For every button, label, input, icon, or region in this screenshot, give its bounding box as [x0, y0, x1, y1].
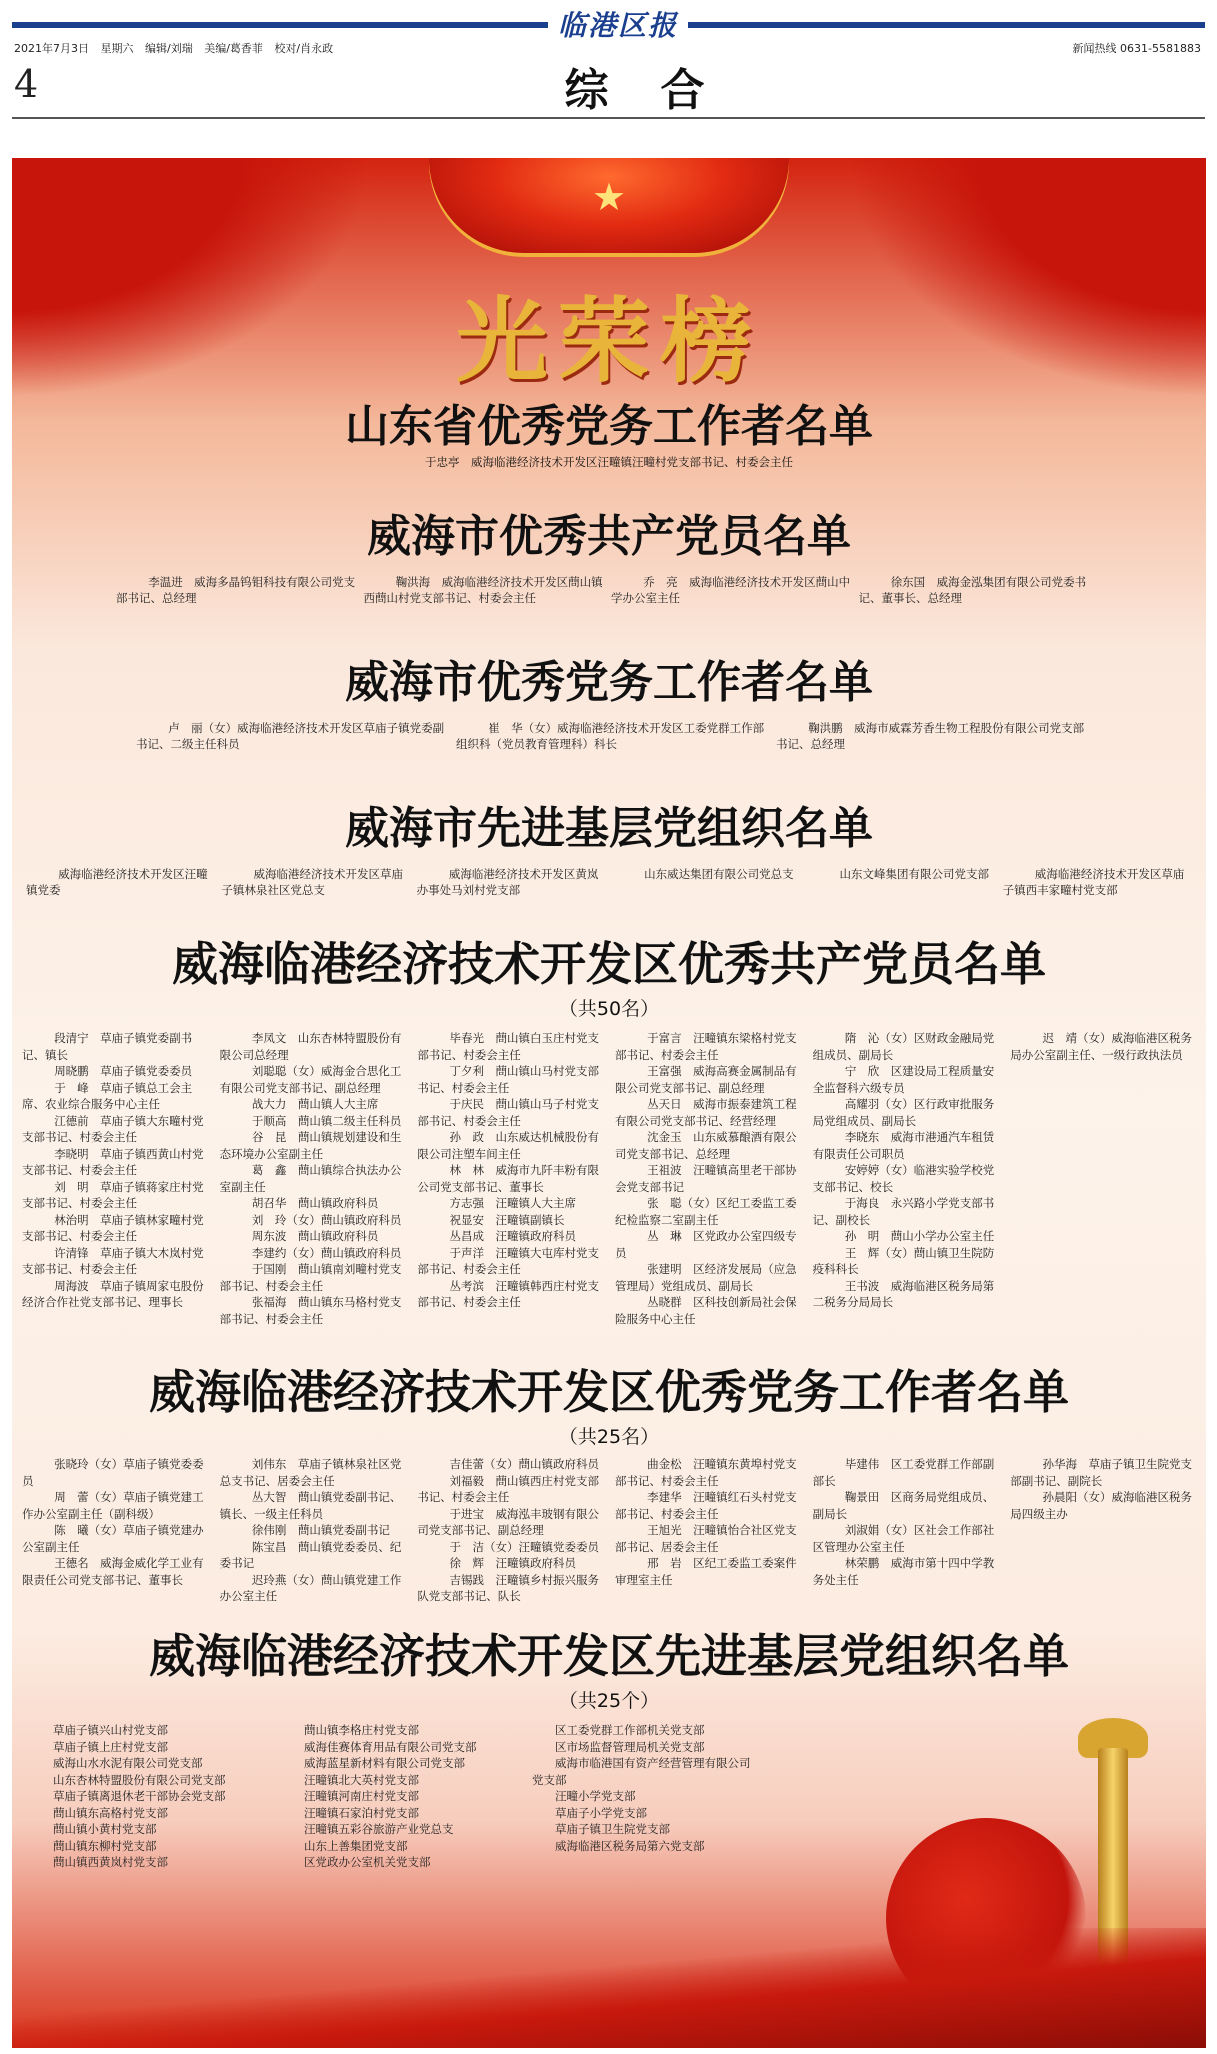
list-entry: 鞠洪鹏 威海市威霖芳香生物工程股份有限公司党支部书记、总经理	[776, 721, 1085, 751]
editor-credit: 编辑/刘瑞	[145, 42, 193, 55]
list-entry: 王 辉（女）蔄山镇卫生院防疫科科长	[812, 1245, 995, 1276]
star-icon: ★	[591, 175, 627, 219]
list-entry: 于 峰 草庙子镇总工会主席、农业综合服务中心主任	[22, 1080, 193, 1111]
list-entry: 周海波 草庙子镇周家屯股份经济合作社党支部书记、理事长	[22, 1278, 204, 1309]
list-entry: 区工委党群工作部机关党支部	[555, 1723, 705, 1737]
list-entry: 蔄山镇东柳村党支部	[53, 1838, 157, 1853]
list-entry: 徐伟刚 蔄山镇党委副书记	[251, 1523, 390, 1537]
list-entry: 林 林 威海市九阡丰粉有限公司党支部书记、董事长	[417, 1163, 599, 1194]
list-entry: 李温进 威海多晶钨钼科技有限公司党支部书记、总经理	[116, 575, 356, 605]
list-entry: 葛 鑫 蔄山镇综合执法办公室副主任	[219, 1163, 402, 1194]
list-entry: 卢 丽（女）威海临港经济技术开发区草庙子镇党委副书记、二级主任科员	[136, 721, 445, 751]
list-title-zone-orgs: 威海临港经济技术开发区先进基层党组织名单	[149, 1629, 1069, 1683]
list-entry: 威海临港经济技术开发区汪疃镇党委	[26, 867, 208, 897]
list-entry: 山东上善集团党支部	[304, 1838, 408, 1853]
list-entry: 汪疃小学党支部	[555, 1789, 636, 1803]
list-entry: 山东文峰集团有限公司党支部	[839, 867, 990, 881]
list-entry: 孙 政 山东威达机械股份有限公司注塑车间主任	[417, 1130, 599, 1161]
list-entry: 汪疃镇北大英村党支部	[304, 1772, 419, 1787]
list-entry: 威海市临港国有资产经营管理有限公司党支部	[532, 1756, 751, 1787]
list-entry: 刘淑娟（女）区社会工作部社区管理办公室主任	[812, 1523, 995, 1554]
masthead-bottom-rule	[12, 117, 1205, 119]
list-entry: 安婷婷（女）临港实验学校党支部书记、校长	[812, 1163, 995, 1194]
list-entry: 蔄山镇李格庄村党支部	[304, 1723, 419, 1737]
list-entry: 威海临港经济技术开发区草庙子镇林泉社区党总支	[221, 867, 404, 897]
list-entry: 丛昌成 汪疃镇政府科员	[449, 1229, 576, 1243]
list-entry: 蔄山镇东高格村党支部	[53, 1805, 168, 1820]
list-entry: 威海蓝星新材料有限公司党支部	[304, 1756, 465, 1770]
list-entry: 于国刚 蔄山镇南刘疃村党支部书记、村委会主任	[219, 1262, 402, 1293]
list-entry: 吉锡践 汪疃镇乡村振兴服务队党支部书记、队长	[417, 1572, 599, 1603]
list-entry: 山东杏林特盟股份有限公司党支部	[53, 1772, 226, 1787]
list-entry: 威海临港经济技术开发区黄岚办事处马刘村党支部	[416, 867, 599, 897]
list-entry: 张建明 区经济发展局（应急管理局）党组成员、副局长	[614, 1262, 797, 1293]
list-entry: 周东波 蔄山镇政府科员	[251, 1229, 379, 1243]
list-title-zone-members: 威海临港经济技术开发区优秀共产党员名单	[172, 937, 1046, 991]
list-entry: 毕建伟 区工委党群工作部副部长	[812, 1457, 995, 1488]
list-entry: 汪疃镇石家泊村党支部	[304, 1805, 419, 1820]
list-entry: 战大力 蔄山镇人大主席	[251, 1097, 379, 1111]
list-entry: 刘 玲（女）蔄山镇政府科员	[251, 1212, 402, 1227]
list-entry: 周 蕾（女）草庙子镇党建工作办公室副主任（副科级）	[22, 1490, 204, 1521]
list-title-zone-workers: 威海临港经济技术开发区优秀党务工作者名单	[149, 1365, 1069, 1419]
list-entry: 王旭光 汪疃镇怡合社区党支部书记、居委会主任	[614, 1523, 797, 1554]
list-entry: 草庙子镇上庄村党支部	[53, 1739, 168, 1754]
newspaper-logo: 临港区报	[548, 4, 688, 44]
list-entry: 王德名 威海金威化学工业有限责任公司党支部书记、董事长	[22, 1556, 204, 1587]
list-entry: 鞠景田 区商务局党组成员、副局长	[812, 1490, 995, 1521]
list-entry: 丁夕利 蔄山镇山马村党支部书记、村委会主任	[417, 1064, 599, 1095]
list-entry: 段清宁 草庙子镇党委副书记、镇长	[22, 1031, 193, 1062]
list-entry: 王富强 威海高赛金属制品有限公司党支部书记、副总经理	[614, 1064, 797, 1095]
zone-orgs-list	[30, 1722, 1010, 1872]
list-entry: 蔄山镇小黄村党支部	[53, 1822, 157, 1836]
list-title-city-members: 威海市优秀共产党员名单	[367, 511, 851, 562]
section-title: 综合	[564, 65, 757, 116]
list-entry: 林荣鹏 威海市第十四中学教务处主任	[812, 1556, 995, 1587]
list-entry: 草庙子小学党支部	[555, 1805, 647, 1820]
red-ribbon-graphic	[12, 1928, 1206, 2048]
list-entry: 谷 昆 蔄山镇规划建设和生态环境办公室副主任	[219, 1130, 402, 1161]
list-entry: 汪疃镇五彩谷旅游产业党总支	[304, 1822, 454, 1836]
list-entry: 鞠洪海 威海临港经济技术开发区蔄山镇西蔄山村党支部书记、村委会主任	[363, 575, 603, 605]
list-entry: 李晓东 威海市港通汽车租赁有限责任公司职员	[812, 1130, 995, 1161]
honor-roll-panel	[12, 158, 1206, 2048]
list-entry: 于海良 永兴路小学党支部书记、副校长	[812, 1196, 995, 1227]
list-entry: 草庙子镇卫生院党支部	[555, 1822, 670, 1836]
list-title-city-workers: 威海市优秀党务工作者名单	[345, 657, 873, 708]
list-entry: 方志强 汪疃镇人大主席	[449, 1196, 576, 1210]
list-entry: 李建华 汪疃镇红石头村党支部书记、村委会主任	[614, 1490, 797, 1521]
list-entry: 徐东国 威海金泓集团有限公司党委书记、董事长、总经理	[858, 575, 1087, 605]
list-entry: 迟 靖（女）威海临港区税务局办公室副主任、一级行政执法员	[1010, 1031, 1192, 1062]
list-entry: 区党政办公室机关党支部	[304, 1855, 431, 1869]
list-entry: 李晓明 草庙子镇西黄山村党支部书记、村委会主任	[22, 1146, 204, 1177]
list-entry: 隋 沁（女）区财政金融局党组成员、副局长	[812, 1031, 995, 1062]
list-entry: 丛大智 蔄山镇党委副书记、镇长、一级主任科员	[219, 1490, 402, 1521]
list-entry: 胡召华 蔄山镇政府科员	[251, 1196, 379, 1210]
list-entry: 丛考滨 汪疃镇韩西庄村党支部书记、村委会主任	[417, 1278, 599, 1309]
list-entry: 丛天日 威海市振泰建筑工程有限公司党支部书记、经营经理	[614, 1097, 797, 1128]
list-entry: 高耀羽（女）区行政审批服务局党组成员、副局长	[812, 1097, 995, 1128]
list-entry: 威海佳赛体育用品有限公司党支部	[304, 1739, 477, 1754]
list-entry: 张晓玲（女）草庙子镇党委委员	[22, 1457, 204, 1488]
list-entry: 江德前 草庙子镇大东疃村党支部书记、村委会主任	[22, 1113, 204, 1144]
list-entry: 王祖波 汪疃镇高里老干部协会党支部书记	[614, 1163, 797, 1194]
list-entry: 祝显安 汪疃镇副镇长	[449, 1212, 565, 1227]
list-entry: 迟玲燕（女）蔄山镇党建工作办公室主任	[219, 1572, 402, 1603]
list-entry: 许清锋 草庙子镇大木岚村党支部书记、村委会主任	[22, 1245, 204, 1276]
list-entry: 刘福毅 蔄山镇西庄村党支部书记、村委会主任	[417, 1473, 599, 1504]
zone-workers-list	[22, 1456, 1194, 1606]
list-entry: 李凤文 山东杏林特盟股份有限公司总经理	[219, 1031, 402, 1062]
list-entry: 李建约（女）蔄山镇政府科员	[251, 1245, 402, 1260]
list-entry: 周晓鹏 草庙子镇党委委员	[54, 1064, 193, 1078]
list-entry: 区市场监督管理局机关党支部	[555, 1739, 705, 1754]
masthead	[0, 0, 1217, 122]
list-entry: 曲金松 汪疃镇东黄埠村党支部书记、村委会主任	[614, 1457, 797, 1488]
list-entry: 乔 亮 威海临港经济技术开发区蔄山中学办公室主任	[611, 575, 851, 605]
proof-credit: 校对/肖永政	[274, 42, 334, 55]
issue-date: 2021年7月3日	[14, 42, 89, 55]
design-credit: 美编/葛香菲	[204, 42, 263, 55]
banner-title: 光荣榜	[455, 287, 762, 395]
list-entry: 于富言 汪疃镇东梁格村党支部书记、村委会主任	[614, 1031, 797, 1062]
list-entry: 于顺高 蔄山镇二级主任科员	[251, 1113, 402, 1128]
list-entry: 吉佳蕾（女）蔄山镇政府科员	[449, 1457, 599, 1471]
list-entry: 邢 岩 区纪工委监工委案件审理室主任	[614, 1556, 797, 1587]
issue-weekday: 星期六	[100, 42, 134, 55]
list-title-city-orgs: 威海市先进基层党组织名单	[345, 803, 873, 854]
list-entry: 于进宝 威海泓丰玻钢有限公司党支部书记、副总经理	[417, 1506, 599, 1537]
list-entry: 威海临港区税务局第六党支部	[555, 1838, 705, 1853]
list-entry: 孙晨阳（女）威海临港区税务局四级主办	[1010, 1490, 1192, 1521]
list-entry: 徐 辉 汪疃镇政府科员	[449, 1556, 576, 1570]
list-entry: 刘伟东 草庙子镇林泉社区党总支书记、居委会主任	[219, 1457, 402, 1488]
list-entry: 刘聪聪（女）威海金合思化工有限公司党支部书记、副总经理	[219, 1064, 402, 1095]
list-entry: 汪疃镇河南庄村党支部	[304, 1789, 419, 1803]
list-entry: 刘 明 草庙子镇蒋家庄村党支部书记、村委会主任	[22, 1179, 204, 1210]
list-entry: 张福海 蔄山镇东马格村党支部书记、村委会主任	[219, 1295, 402, 1326]
list-entry: 王书波 威海临港区税务局第二税务分局局长	[812, 1278, 995, 1309]
list-entry: 林治明 草庙子镇林家疃村党支部书记、村委会主任	[22, 1212, 204, 1243]
list-entry: 陈 曦（女）草庙子镇党建办公室副主任	[22, 1523, 204, 1554]
news-hotline: 新闻热线 0631-5581883	[1072, 42, 1201, 55]
list-entry: 孙 明 蔄山小学办公室主任	[844, 1229, 995, 1243]
list-title-provincial-workers: 山东省优秀党务工作者名单	[345, 401, 873, 452]
list-entry: 草庙子镇兴山村党支部	[53, 1723, 168, 1737]
list-entry: 孙华海 草庙子镇卫生院党支部副书记、副院长	[1010, 1457, 1192, 1488]
list-entry: 陈宝昌 蔄山镇党委委员、纪委书记	[219, 1539, 402, 1570]
city-members-list	[112, 574, 1102, 606]
list-entry: 毕春光 蔄山镇白玉庄村党支部书记、村委会主任	[417, 1031, 599, 1062]
list-entry: 宁 欣 区建设局工程质量安全监督科六级专员	[812, 1064, 995, 1095]
list-entry: 于声洋 汪疃镇大屯库村党支部书记、村委会主任	[417, 1245, 599, 1276]
list-count: （共50名）	[558, 998, 660, 1020]
city-workers-list	[132, 720, 1092, 752]
list-entry: 威海山水水泥有限公司党支部	[53, 1756, 203, 1770]
page-number: 4	[14, 62, 39, 106]
list-entry: 丛晓群 区科技创新局社会保险服务中心主任	[614, 1295, 797, 1326]
list-entry: 于忠亭 威海临港经济技术开发区汪疃镇汪疃村党支部书记、村委会主任	[425, 455, 793, 469]
list-entry: 草庙子镇离退休老干部协会党支部	[53, 1789, 226, 1803]
list-entry: 蔄山镇西黄岚村党支部	[53, 1855, 168, 1869]
list-count: （共25个）	[558, 1690, 660, 1712]
list-entry: 张 聪（女）区纪工委监工委纪检监察二室副主任	[614, 1196, 797, 1227]
zone-members-list	[22, 1030, 1194, 1340]
city-orgs-list	[22, 866, 1194, 898]
list-entry: 威海临港经济技术开发区草庙子镇西丰家疃村党支部	[1002, 867, 1185, 897]
list-entry: 山东威达集团有限公司党总支	[644, 867, 794, 881]
list-entry: 沈金玉 山东威慕酿酒有限公司党支部书记、总经理	[614, 1130, 797, 1161]
list-entry: 于 洁（女）汪疃镇党委委员	[449, 1539, 599, 1554]
list-entry: 于庆民 蔄山镇山马子村党支部书记、村委会主任	[417, 1097, 599, 1128]
list-entry: 崔 华（女）威海临港经济技术开发区工委党群工作部组织科（党员教育管理科）科长	[456, 721, 765, 751]
list-entry: 丛 琳 区党政办公室四级专员	[614, 1229, 797, 1260]
list-count: （共25名）	[558, 1426, 660, 1448]
